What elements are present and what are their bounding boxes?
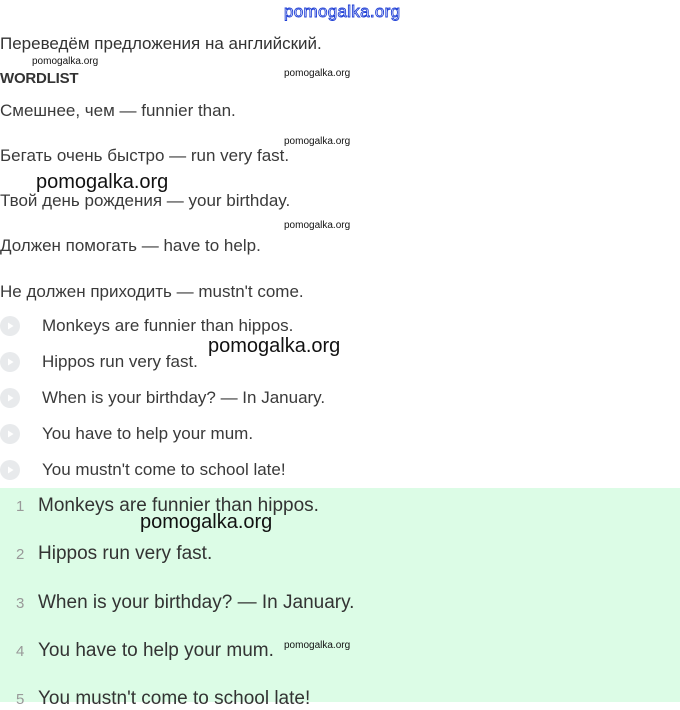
- play-icon[interactable]: [0, 316, 20, 336]
- example-row: [0, 458, 680, 482]
- answer-text: Hippos run very fast.: [38, 543, 213, 564]
- answer-number: 2: [16, 546, 25, 563]
- answer-text: You mustn't come to school late!: [38, 688, 311, 709]
- answers-block: [0, 488, 680, 709]
- answer-text: Monkeys are funnier than hippos.: [38, 495, 319, 516]
- play-icon[interactable]: [0, 388, 20, 408]
- play-icon[interactable]: [0, 460, 20, 480]
- wordlist-heading: WORDLIST: [0, 70, 79, 87]
- watermark-top: pomogalka.org: [284, 2, 401, 21]
- watermark-big: pomogalka.org: [208, 335, 341, 357]
- watermark-small: pomogalka.org: [32, 56, 99, 67]
- answer-number: 1: [16, 498, 25, 515]
- answer-number: 4: [16, 643, 25, 660]
- phrase-item: Смешнее, чем — funnier than.: [0, 101, 236, 120]
- example-row: [0, 422, 680, 446]
- phrase-item: Не должен приходить — mustn't come.: [0, 282, 304, 301]
- play-icon[interactable]: [0, 352, 20, 372]
- watermark-big: pomogalka.org: [140, 511, 273, 533]
- answer-number: 3: [16, 595, 25, 612]
- watermark-small: pomogalka.org: [284, 136, 351, 147]
- play-icon[interactable]: [0, 424, 20, 444]
- answer-number: 5: [16, 691, 25, 708]
- example-text: Monkeys are funnier than hippos.: [42, 316, 294, 335]
- example-row: [0, 386, 680, 410]
- watermark-small: pomogalka.org: [284, 640, 351, 651]
- answer-text: When is your birthday? — In January.: [38, 592, 355, 613]
- example-text: You mustn't come to school late!: [42, 460, 286, 479]
- intro-text: Переведём предложения на английский.: [0, 34, 322, 53]
- example-text: Hippos run very fast.: [42, 352, 198, 371]
- watermark-big: pomogalka.org: [36, 171, 169, 193]
- phrase-item: Бегать очень быстро — run very fast.: [0, 146, 290, 165]
- phrase-item: Должен помогать — have to help.: [0, 236, 261, 255]
- example-text: You have to help your mum.: [42, 424, 254, 443]
- watermark-small: pomogalka.org: [284, 220, 351, 231]
- phrase-item: Твой день рождения — your birthday.: [0, 191, 291, 210]
- example-text: When is your birthday? — In January.: [42, 388, 326, 407]
- watermark-small: pomogalka.org: [284, 68, 351, 79]
- answer-text: You have to help your mum.: [38, 640, 274, 661]
